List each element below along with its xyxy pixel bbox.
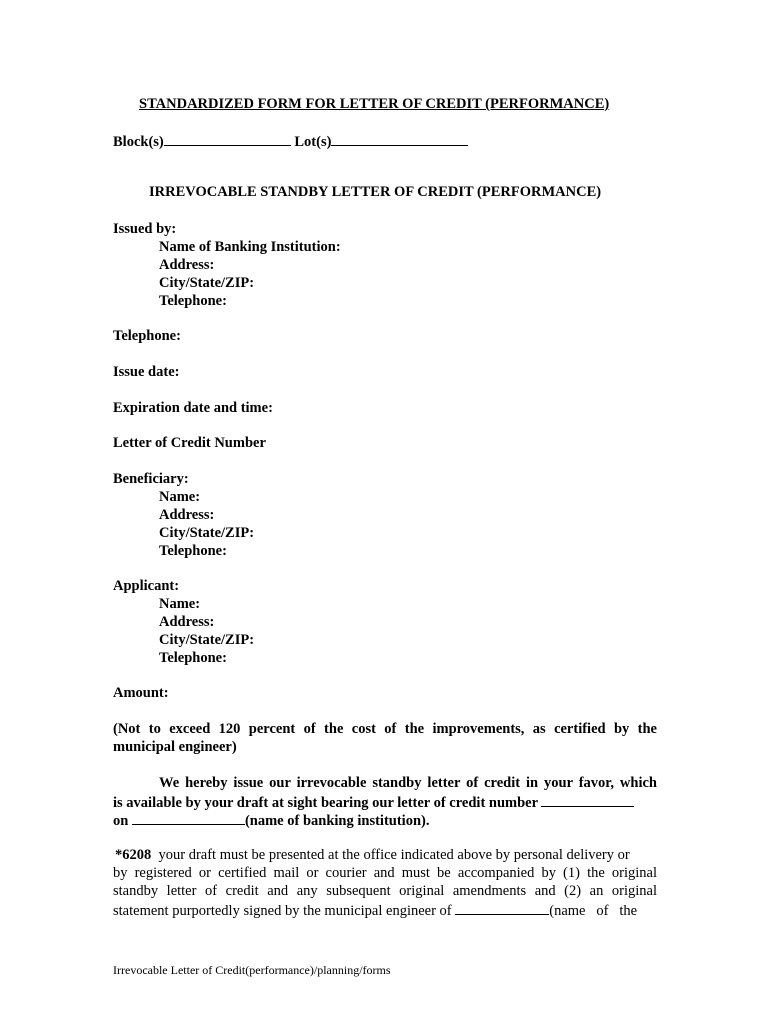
issued-by-name: Name of Banking Institution: bbox=[159, 239, 341, 255]
municipality-blank[interactable] bbox=[455, 900, 549, 915]
beneficiary-heading: Beneficiary: bbox=[113, 471, 189, 487]
issue-date-label: Issue date: bbox=[113, 364, 180, 380]
amount-label: Amount: bbox=[113, 685, 169, 701]
issued-by-heading: Issued by: bbox=[113, 221, 177, 237]
subtitle: IRREVOCABLE STANDBY LETTER OF CREDIT (PERFORMANCE) bbox=[149, 184, 602, 200]
para2-line-3: standby letter of credit and any subsequent original amendments and (2) an original bbox=[113, 883, 657, 899]
applicant-address: Address: bbox=[159, 614, 215, 630]
beneficiary-address: Address: bbox=[159, 507, 215, 523]
page-footer: Irrevocable Letter of Credit(performance)/planning/forms bbox=[113, 963, 391, 977]
issue-para-on: on bbox=[113, 813, 129, 829]
beneficiary-telephone: Telephone: bbox=[159, 543, 227, 559]
lot-blank[interactable] bbox=[331, 131, 468, 146]
issue-para-line-3-rest: (name of banking institution). bbox=[244, 813, 430, 829]
issue-para-line-1: We hereby issue our irrevocable standby letter of credit in your favor, which bbox=[159, 775, 657, 791]
applicant-telephone: Telephone: bbox=[159, 650, 227, 666]
block-lot-line bbox=[113, 131, 468, 151]
issued-by-telephone: Telephone: bbox=[159, 293, 227, 309]
block-label: Block(s) bbox=[113, 134, 164, 150]
applicant-heading: Applicant: bbox=[113, 578, 180, 594]
expiration-label: Expiration date and time: bbox=[113, 400, 273, 416]
para2-line-4 bbox=[113, 900, 657, 920]
block-blank[interactable] bbox=[164, 131, 291, 146]
issue-para-line-3 bbox=[113, 810, 429, 830]
issued-by-address: Address: bbox=[159, 257, 215, 273]
beneficiary-name: Name: bbox=[159, 489, 201, 505]
para2-line-1 bbox=[115, 846, 657, 864]
applicant-name: Name: bbox=[159, 596, 201, 612]
telephone-label: Telephone: bbox=[113, 328, 181, 344]
date-blank[interactable] bbox=[132, 810, 245, 825]
issued-by-city: City/State/ZIP: bbox=[159, 275, 255, 291]
para2-line-4-end: (name of the bbox=[549, 903, 638, 919]
issue-para-line-2-text: is available by your draft at sight bearing our letter of credit number bbox=[113, 795, 538, 811]
loc-number-label: Letter of Credit Number bbox=[113, 435, 266, 451]
not-exceed-line-1: (Not to exceed 120 percent of the cost of the improvements, as certified by the bbox=[113, 721, 657, 737]
para2-line-1-text: your draft must be presented at the office indicated above by personal delivery or bbox=[158, 847, 630, 863]
para2-line-2: by registered or certified mail or courier and must be accompanied by (1) the original bbox=[113, 865, 657, 881]
beneficiary-city: City/State/ZIP: bbox=[159, 525, 255, 541]
lot-label: Lot(s) bbox=[294, 134, 332, 150]
para2-code: *6208 bbox=[115, 847, 152, 863]
not-exceed-line-2: municipal engineer) bbox=[113, 739, 237, 755]
issue-para-line-2 bbox=[113, 792, 634, 812]
loc-number-blank[interactable] bbox=[541, 792, 634, 807]
para2-line-4-text: statement purportedly signed by the municipal engineer of bbox=[113, 903, 452, 919]
applicant-city: City/State/ZIP: bbox=[159, 632, 255, 648]
form-title: STANDARDIZED FORM FOR LETTER OF CREDIT (PERFORMANCE) bbox=[139, 96, 610, 112]
